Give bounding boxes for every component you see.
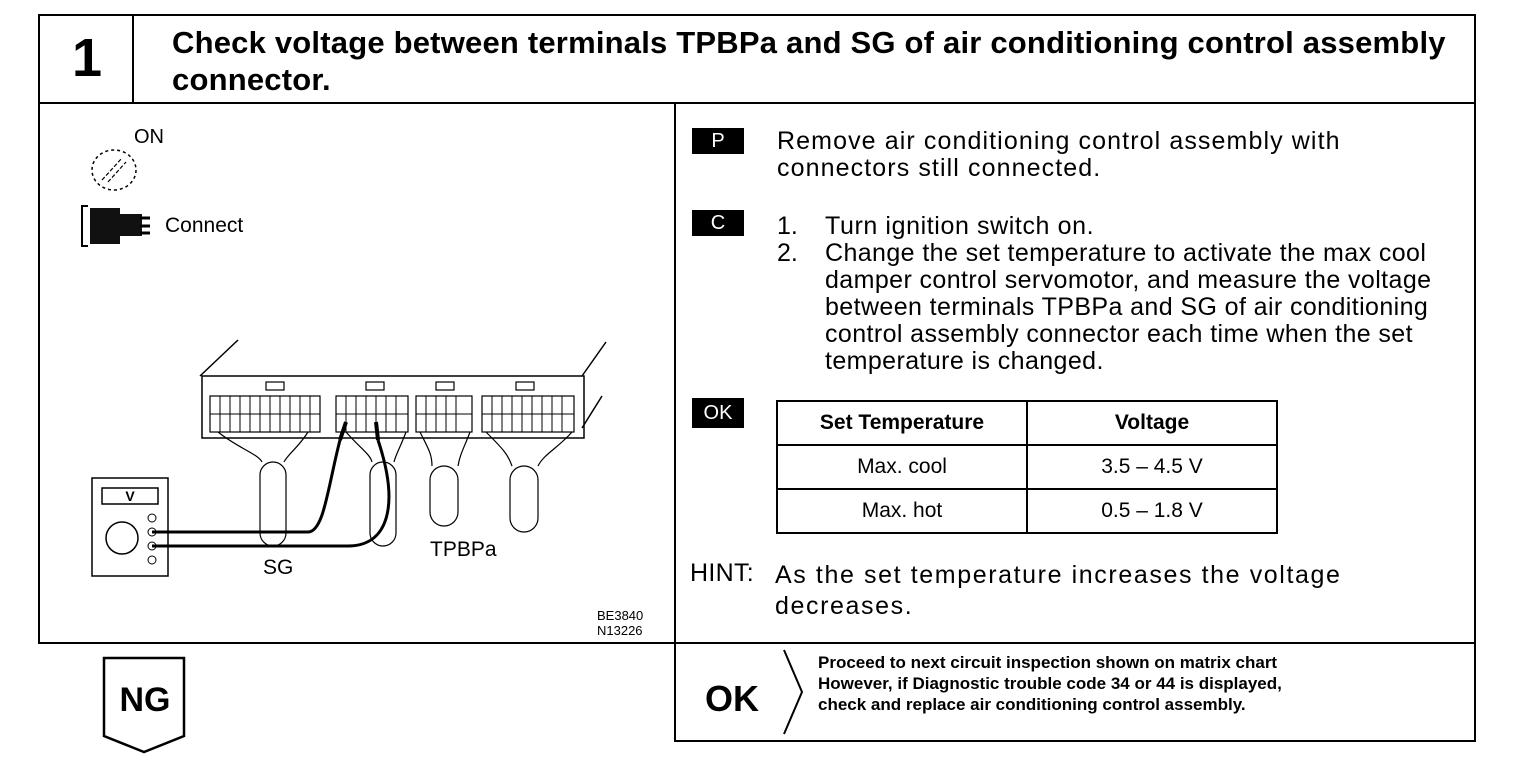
connect-label: Connect	[165, 214, 244, 237]
table-cell: 0.5 – 1.8 V	[1027, 489, 1277, 533]
c-step-1-number: 1.	[777, 212, 798, 240]
ok-result-label: OK	[705, 678, 759, 719]
ok-result-frame-bottom	[674, 740, 1476, 742]
c-step-2-number: 2.	[777, 239, 798, 267]
step-number: 1	[71, 28, 103, 88]
p-instruction-text: Remove air conditioning control assembly with connectors still connected.	[777, 127, 1341, 182]
tag-ok: OK	[692, 398, 744, 428]
tag-p: P	[692, 128, 744, 154]
ref-code-2: N13226	[597, 623, 643, 638]
ok-result-text-1: Proceed to next circuit inspection shown on matrix chart	[818, 653, 1278, 672]
ref-code-1: BE3840	[597, 608, 644, 623]
table-header-row	[777, 401, 1277, 445]
ok-result-text-3: check and replace air conditioning control assembly.	[818, 695, 1246, 714]
table-cell: Max. hot	[777, 489, 1027, 533]
connector-icon	[80, 202, 152, 250]
tpbpa-label: TPBPa	[430, 538, 497, 561]
ok-result-text-2: However, if Diagnostic trouble code 34 or 44 is displayed,	[818, 674, 1282, 693]
c-step-2-text: Change the set temperature to activate the max cool damper control servomotor, and measure the voltage between terminals TPBPa and SG of air conditioning control assembly connector each time when the set temperature is changed.	[825, 239, 1432, 375]
c-step-1-text: Turn ignition switch on.	[825, 212, 1095, 240]
sg-label: SG	[263, 556, 294, 579]
tag-c: C	[692, 210, 744, 236]
table-header-voltage: Voltage	[1027, 401, 1277, 445]
voltage-spec-table	[776, 400, 1278, 534]
table-row	[777, 445, 1277, 489]
ng-result-label: NG	[119, 681, 171, 719]
ignition-on-label: ON	[134, 126, 164, 148]
table-header-set-temperature: Set Temperature	[777, 401, 1027, 445]
connector-diagram	[88, 336, 618, 596]
meter-label: V	[125, 488, 135, 504]
hint-label: HINT:	[690, 559, 754, 587]
step-title: Check voltage between terminals TPBPa and SG of air conditioning control assembly connector.	[172, 25, 1446, 97]
column-divider	[674, 102, 676, 742]
ignition-key-icon	[86, 146, 144, 194]
ok-result-frame-right	[1474, 644, 1476, 742]
table-row	[777, 489, 1277, 533]
hint-text: As the set temperature increases the voltage decreases.	[775, 561, 1342, 620]
ok-arrow-icon	[782, 648, 806, 736]
table-cell: 3.5 – 4.5 V	[1027, 445, 1277, 489]
table-cell: Max. cool	[777, 445, 1027, 489]
